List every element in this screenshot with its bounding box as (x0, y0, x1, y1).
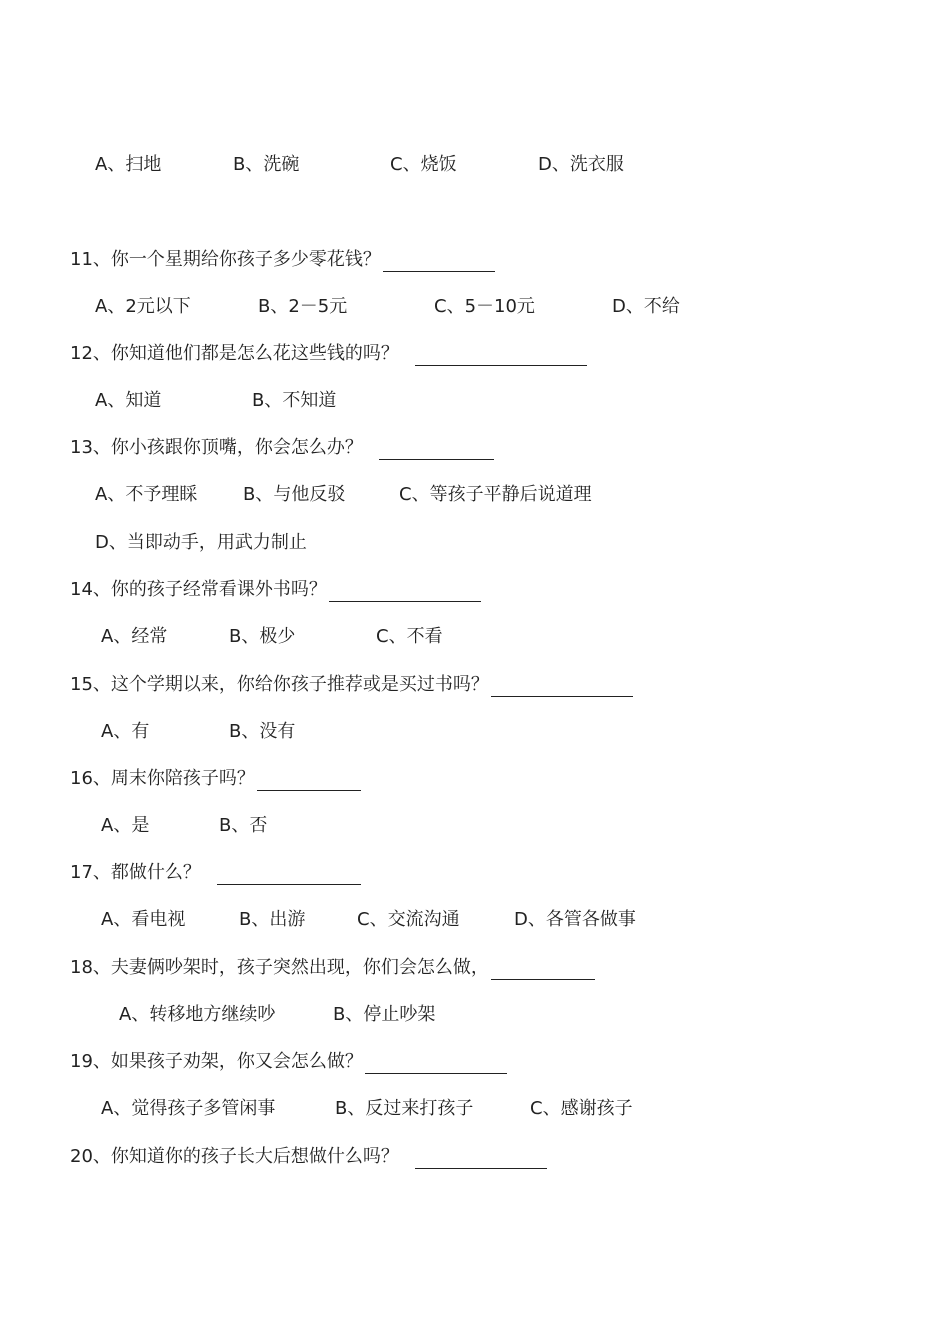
option-c[interactable]: C、5－10元 (434, 296, 535, 317)
question-text: 15、这个学期以来，你给你孩子推荐或是买过书吗？ (70, 674, 489, 695)
option-b[interactable]: B、洗碗 (233, 154, 300, 175)
option-a[interactable]: A、扫地 (95, 154, 162, 175)
question-19 (70, 1050, 507, 1074)
option-b[interactable]: B、反过来打孩子 (335, 1098, 474, 1119)
option-c[interactable]: C、感谢孩子 (530, 1098, 633, 1119)
question-text: 14、你的孩子经常看课外书吗？ (70, 579, 327, 600)
option-d[interactable]: D、不给 (612, 296, 680, 317)
option-a[interactable]: A、是 (101, 815, 150, 836)
option-b[interactable]: B、不知道 (252, 390, 337, 411)
question-text: 16、周末你陪孩子吗？ (70, 768, 255, 789)
option-b[interactable]: B、出游 (239, 909, 306, 930)
answer-blank[interactable] (257, 770, 361, 791)
answer-blank[interactable] (491, 959, 595, 980)
option-c[interactable]: C、烧饭 (390, 154, 457, 175)
question-text: 13、你小孩跟你顶嘴，你会怎么办？ (70, 437, 363, 458)
option-c[interactable]: C、交流沟通 (357, 909, 460, 930)
answer-blank[interactable] (329, 581, 481, 602)
answer-blank[interactable] (365, 1053, 507, 1074)
option-a[interactable]: A、经常 (101, 626, 168, 647)
option-a[interactable]: A、看电视 (101, 909, 186, 930)
option-b[interactable]: B、停止吵架 (333, 1004, 436, 1025)
question-16 (70, 767, 361, 791)
option-d[interactable]: D、洗衣服 (538, 154, 624, 175)
option-a[interactable]: A、觉得孩子多管闲事 (101, 1098, 276, 1119)
question-12 (70, 342, 587, 366)
option-b[interactable]: B、否 (219, 815, 268, 836)
question-15 (70, 673, 633, 697)
option-a[interactable]: A、不予理睬 (95, 484, 198, 505)
option-b[interactable]: B、与他反驳 (243, 484, 346, 505)
option-c[interactable]: C、等孩子平静后说道理 (399, 484, 592, 505)
question-text: 20、你知道你的孩子长大后想做什么吗？ (70, 1146, 399, 1167)
option-d[interactable]: D、当即动手，用武力制止 (95, 532, 307, 553)
question-text: 12、你知道他们都是怎么花这些钱的吗？ (70, 343, 399, 364)
option-b[interactable]: B、极少 (229, 626, 296, 647)
answer-blank[interactable] (379, 439, 494, 460)
option-d[interactable]: D、各管各做事 (514, 909, 636, 930)
answer-blank[interactable] (415, 345, 587, 366)
answer-blank[interactable] (383, 251, 495, 272)
option-b[interactable]: B、2－5元 (258, 296, 348, 317)
option-a[interactable]: A、知道 (95, 390, 162, 411)
question-18 (70, 956, 595, 980)
option-c[interactable]: C、不看 (376, 626, 443, 647)
question-17 (70, 861, 361, 885)
question-14 (70, 578, 481, 602)
question-20 (70, 1145, 547, 1169)
option-a[interactable]: A、有 (101, 721, 150, 742)
question-text: 11、你一个星期给你孩子多少零花钱？ (70, 249, 381, 270)
answer-blank[interactable] (415, 1148, 547, 1169)
answer-blank[interactable] (217, 864, 361, 885)
option-b[interactable]: B、没有 (229, 721, 296, 742)
option-a[interactable]: A、转移地方继续吵 (119, 1004, 276, 1025)
question-11 (70, 248, 495, 272)
answer-blank[interactable] (491, 676, 633, 697)
question-text: 18、夫妻俩吵架时，孩子突然出现，你们会怎么做， (70, 957, 489, 978)
question-text: 19、如果孩子劝架，你又会怎么做？ (70, 1051, 363, 1072)
question-13 (70, 436, 494, 460)
question-text: 17、都做什么？ (70, 862, 201, 883)
option-a[interactable]: A、2元以下 (95, 296, 191, 317)
